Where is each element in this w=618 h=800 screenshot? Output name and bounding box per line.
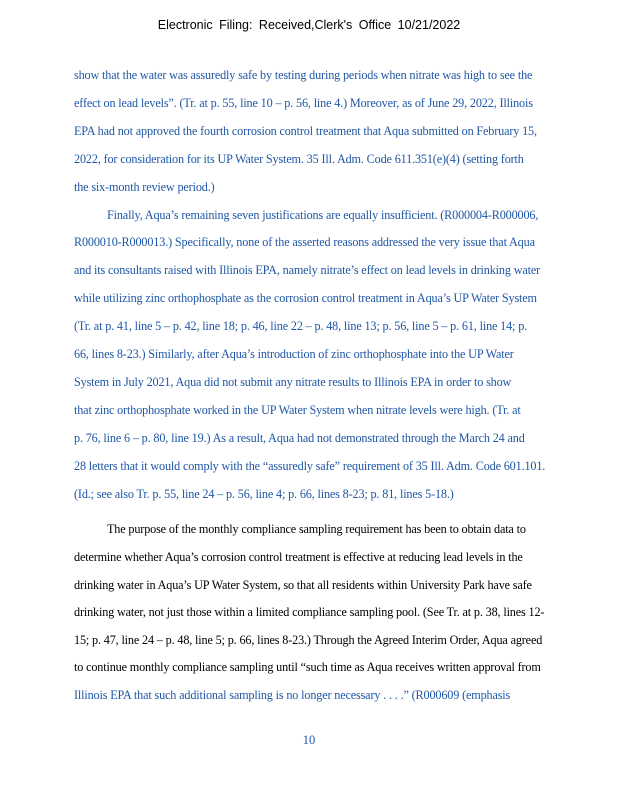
text-line: EPA had not approved the fourth corrosion control treatment that Aqua submitted on February 15, <box>74 123 537 138</box>
page-number: 10 <box>302 733 316 747</box>
text-line: (Id.; see also Tr. p. 55, line 24 – p. 56, line 4; p. 66, lines 8-23; p. 81, lines 5-18.) <box>74 486 454 501</box>
text-line: the six-month review period.) <box>74 179 215 194</box>
text-line: R000010-R000013.) Specifically, none of the asserted reasons addressed the very issue that Aqua <box>74 235 535 250</box>
filing-stamp-header: Electronic Filing: Received,Clerk's Office 10/21/2022 <box>157 18 461 32</box>
text-line: while utilizing zinc orthophosphate as the corrosion control treatment in Aqua’s UP Water System <box>74 291 537 306</box>
text-line: drinking water, not just those within a limited compliance sampling pool. (See Tr. at p. 38, lines 12- <box>74 605 545 620</box>
text-line: 28 letters that it would comply with the “assuredly safe” requirement of 35 Ill. Adm. Code 601.101. <box>74 458 546 473</box>
text-line: Illinois EPA that such additional sampling is no longer necessary . . . .” (R000609 (emphasis <box>74 688 511 702</box>
text-line: to continue monthly compliance sampling until “such time as Aqua receives written approval from <box>74 660 541 675</box>
text-line: (Tr. at p. 41, line 5 – p. 42, line 18; p. 46, line 22 – p. 48, line 13; p. 56, line 5 – p. 61, line 14; p. <box>74 319 528 334</box>
text-line: p. 76, line 6 – p. 80, line 19.) As a result, Aqua had not demonstrated through the March 24 and <box>74 430 525 445</box>
text-line: drinking water in Aqua’s UP Water System, so that all residents within University Park have safe <box>74 577 532 592</box>
text-line: 2022, for consideration for its UP Water System. 35 Ill. Adm. Code 611.351(e)(4) (setting forth <box>74 151 524 166</box>
text-line: determine whether Aqua’s corrosion control treatment is effective at reducing lead levels in the <box>74 550 523 564</box>
text-line: and its consultants raised with Illinois EPA, namely nitrate’s effect on lead levels in drinking water <box>74 263 541 278</box>
text-line: System in July 2021, Aqua did not submit any nitrate results to Illinois EPA in order to show <box>74 374 512 389</box>
text-line: 66, lines 8-23.) Similarly, after Aqua’s introduction of zinc orthophosphate into the UP Water <box>74 347 514 361</box>
text-line: 15; p. 47, line 24 – p. 48, line 5; p. 66, lines 8-23.) Through the Agreed Interim Order, Aqua agreed <box>74 632 543 647</box>
text-line: that zinc orthophosphate worked in the UP Water System when nitrate levels were high. (Tr. at <box>74 402 521 417</box>
text-line: effect on lead levels”. (Tr. at p. 55, line 10 – p. 56, line 4.) Moreover, as of June 29, 2022, Illinois <box>74 95 533 110</box>
text-line: show that the water was assuredly safe by testing during periods when nitrate was high to see the <box>74 68 533 82</box>
text-line: The purpose of the monthly compliance sampling requirement has been to obtain data to <box>107 522 526 537</box>
text-line: Finally, Aqua’s remaining seven justifications are equally insufficient. (R000004-R000006, <box>107 207 539 222</box>
